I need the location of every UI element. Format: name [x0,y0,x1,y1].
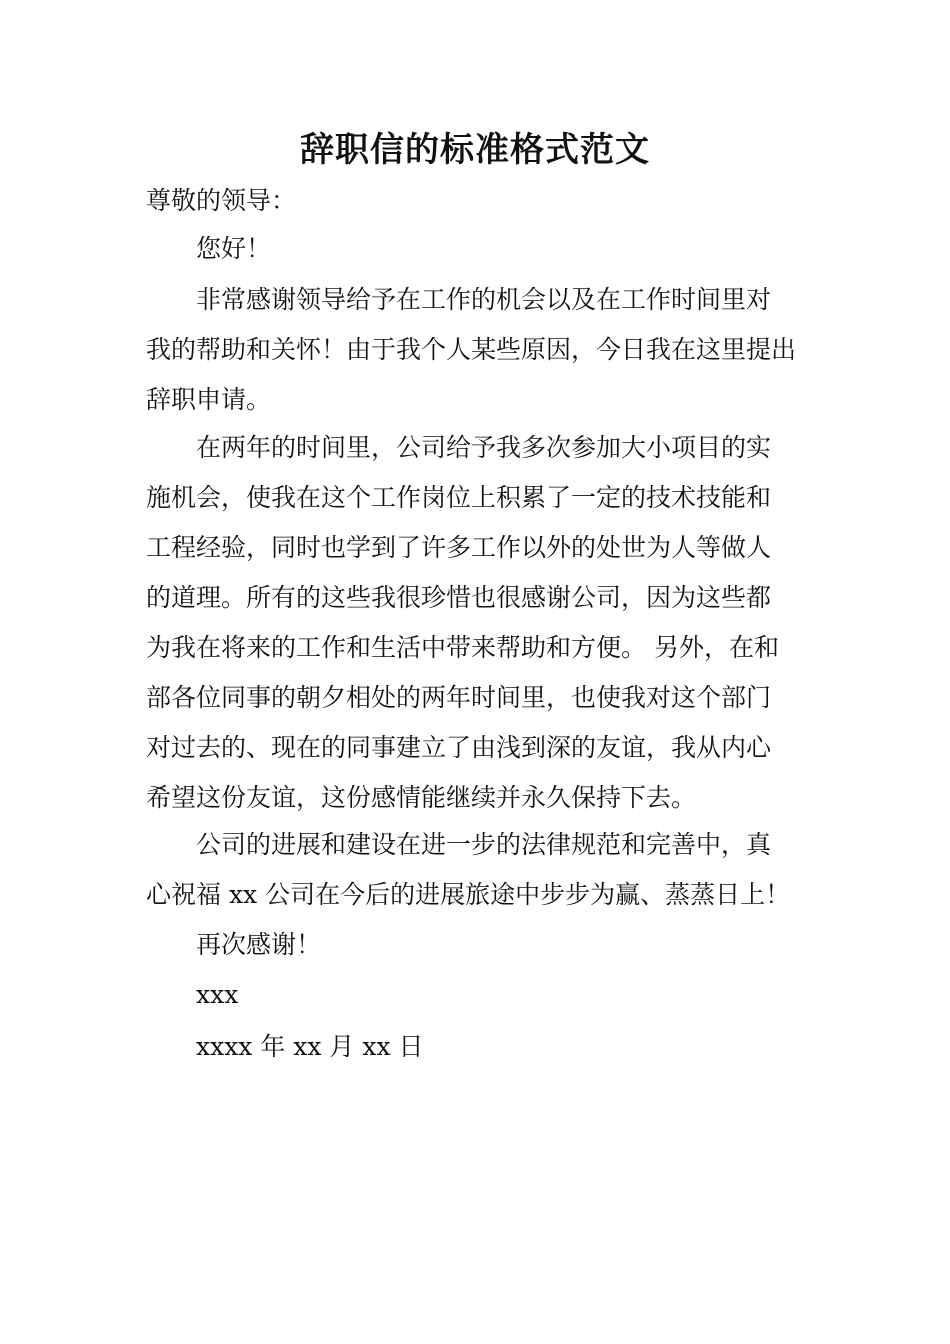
paragraph-line: 非常感谢领导给予在工作的机会以及在工作时间里对 [196,285,772,314]
date-line: xxxx 年 xx 月 xx 日 [196,1032,424,1061]
signature-line: xxx [196,980,239,1009]
paragraph-line: 希望这份友谊，这份感情能继续并永久保持下去。 [146,783,697,812]
document-title: 辞职信的标准格式范文 [300,130,650,170]
signature [146,970,808,1020]
paragraph-line: 工程经验，同时也学到了许多工作以外的处世为人等做人 [146,533,772,562]
salutation-line: 尊敬的领导： [146,186,297,215]
salutation [146,176,808,226]
paragraph-line: 的道理。所有的这些我很珍惜也很感谢公司，因为这些都 [146,583,772,612]
paragraph-2 [146,423,808,823]
paragraph-line: 辞职申请。 [146,385,272,414]
date [146,1022,808,1072]
paragraph-line: 在两年的时间里，公司给予我多次参加大小项目的实 [196,433,772,462]
paragraph-line: 我的帮助和关怀！由于我个人某些原因，今日我在这里提出 [146,335,797,364]
closing [146,920,808,970]
paragraph-line: 施机会，使我在这个工作岗位上积累了一定的技术技能和 [146,483,772,512]
paragraph-line: 部各位同事的朝夕相处的两年时间里，也使我对这个部门 [146,683,772,712]
paragraph-line: 对过去的、现在的同事建立了由浅到深的友谊，我从内心 [146,733,772,762]
paragraph-1 [146,275,808,425]
greeting-line: 您好！ [196,234,272,263]
paragraph-line: 心祝福 xx 公司在今后的进展旅途中步步为赢、蒸蒸日上！ [146,880,791,909]
paragraph-3 [146,820,808,920]
paragraph-line: 公司的进展和建设在进一步的法律规范和完善中，真 [196,830,772,859]
paragraph-line: 为我在将来的工作和生活中带来帮助和方便。 另外，在和 [146,633,779,662]
greeting [146,224,808,274]
closing-line: 再次感谢！ [196,930,322,959]
